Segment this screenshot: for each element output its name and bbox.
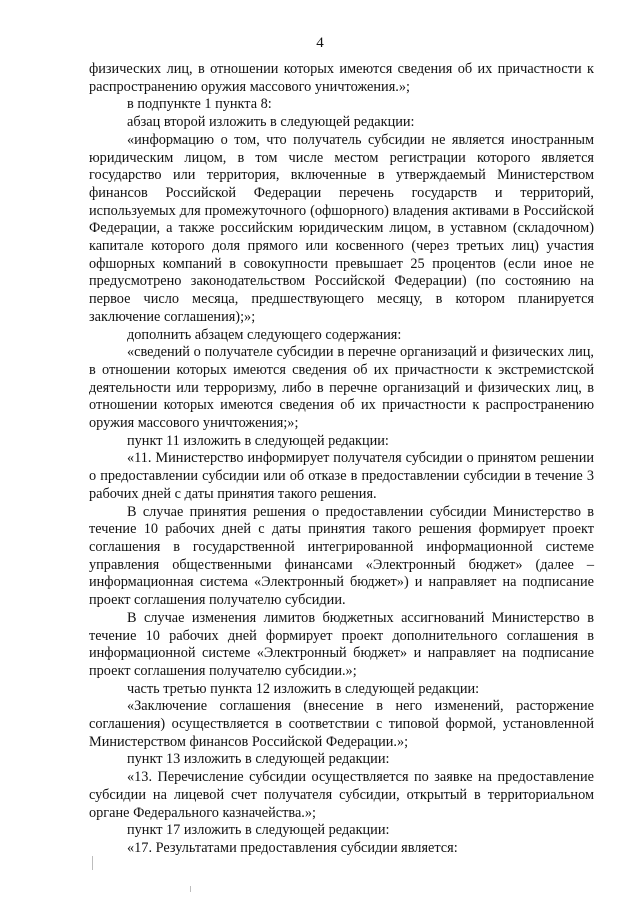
paragraph: В случае изменения лимитов бюджетных ассигнований Министерство в течение 10 рабочих дней формирует проект дополнительного соглашения в информационной системе «Электронный бюджет» и направляет на подписание проект соглашения получателю субсидии.»;: [89, 609, 594, 679]
page-number: 4: [316, 35, 324, 51]
paragraph: «сведений о получателе субсидии в перечне организаций и физических лиц, в отношении которых имеются сведения об их причастности к экстремистской деятельности или терроризму, либо в перечне организаций и физических лиц, в отношении которых имеются сведения об их причастности к распространению оружия массового уничтожения;»;: [89, 344, 594, 432]
paragraph: пункт 17 изложить в следующей редакции:: [127, 822, 390, 839]
document-body: [89, 61, 594, 858]
paragraph-continuation: физических лиц, в отношении которых имеются сведения об их причастности к распространению оружия массового уничтожения.»;: [89, 61, 594, 95]
paragraph: «информацию о том, что получатель субсидии не является иностранным юридическим лицом, в том числе местом регистрации которого является государство или территория, включенные в утверждаемый Министерством финансов Российской Федерации перечень государств и территорий, используемых для промежуточного (офшорного) владения активами в Российской Федерации, а также российским юридическим лицом, в уставном (складочном) капитале которого доля прямого или косвенного (через третьих лиц) участия офшорных компаний в совокупности превышает 25 процентов (если иное не предусмотрено законодательством Российской Федерации) (по состоянию на первое число месяца, предшествующего месяцу, в котором планируется заключение соглашения);»;: [89, 131, 594, 325]
paragraph: «17. Результатами предоставления субсидии является:: [127, 839, 458, 856]
paragraph: абзац второй изложить в следующей редакции:: [127, 114, 415, 131]
paragraph: «13. Перечисление субсидии осуществляется по заявке на предоставление субсидии на лицевой счет получателя субсидии, открытый в территориальном органе Федерального казначейства.»;: [89, 769, 594, 821]
paragraph: дополнить абзацем следующего содержания:: [127, 326, 402, 343]
paragraph: «Заключение соглашения (внесение в него изменений, расторжение соглашения) осуществляется в соответствии с типовой формой, установленной Министерством финансов Российской Федерации.»;: [89, 698, 594, 750]
paragraph: «11. Министерство информирует получателя субсидии о принятом решении о предоставлении субсидии или об отказе в предоставлении субсидии в течение 3 рабочих дней с даты принятия такого решения.: [89, 450, 594, 502]
paragraph: В случае принятия решения о предоставлении субсидии Министерство в течение 10 рабочих дней с даты принятия такого решения формирует проект соглашения в государственной интегрированной информационной системе управления общественными финансами «Электронный бюджет» (далее – информационная система «Электронный бюджет») и направляет на подписание проект соглашения получателю субсидии.: [89, 503, 594, 609]
paragraph: часть третью пункта 12 изложить в следующей редакции:: [127, 680, 480, 697]
paragraph: в подпункте 1 пункта 8:: [127, 96, 272, 113]
paragraph: пункт 13 изложить в следующей редакции:: [127, 751, 390, 768]
paragraph: пункт 11 изложить в следующей редакции:: [127, 432, 389, 449]
scan-mark: [190, 886, 191, 892]
scan-mark: [92, 856, 93, 870]
